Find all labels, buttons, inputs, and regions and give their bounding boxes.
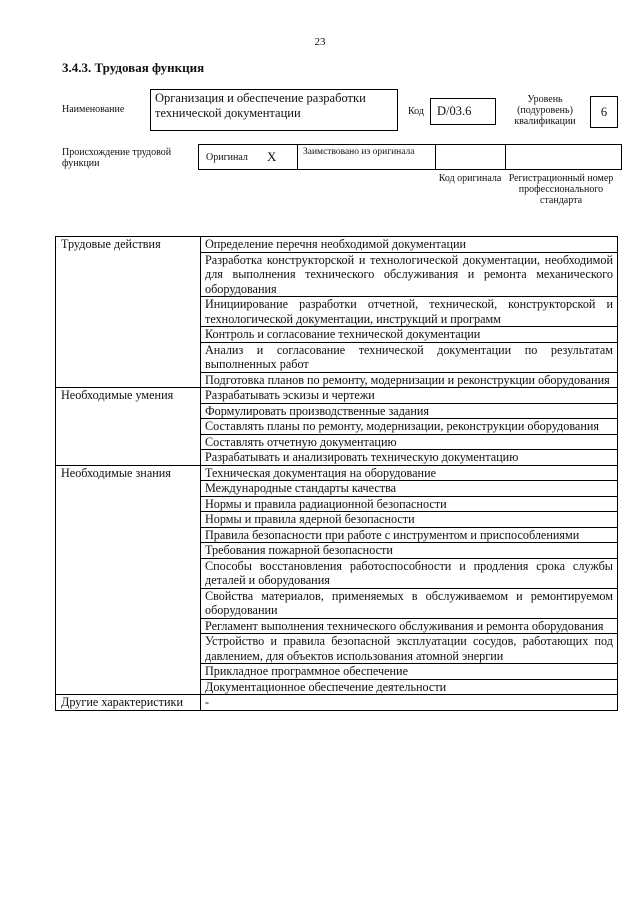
- function-name: Организация и обеспечение разработки технической документации: [155, 91, 366, 120]
- borrowed-label: Заимствовано из оригинала: [303, 147, 415, 157]
- divider: [297, 145, 298, 169]
- section-title: Другие характеристики: [56, 695, 201, 711]
- section-item: Техническая документация на оборудование: [201, 465, 618, 481]
- section-item: Разрабатывать эскизы и чертежи: [201, 388, 618, 404]
- section-item: Правила безопасности при работе с инструментом и приспособлениями: [201, 527, 618, 543]
- section-item: Свойства материалов, применяемых в обслуживаемом и ремонтируемом оборудовании: [201, 588, 618, 618]
- section-item: Документационное обеспечение деятельности: [201, 679, 618, 695]
- section-item: Разработка конструкторской и технологической документации, необходимой для выполнения технического обслуживания и ремонта механического оборудования: [201, 252, 618, 297]
- section-item: Нормы и правила радиационной безопасности: [201, 496, 618, 512]
- code-original-label: Код оригинала: [438, 173, 502, 184]
- section-item: Подготовка планов по ремонту, модернизации и реконструкции оборудования: [201, 372, 618, 388]
- origin-label: Происхождение трудовой функции: [62, 147, 172, 169]
- level-label: Уровень (подуровень) квалификации: [514, 94, 576, 127]
- section-item: -: [201, 695, 618, 711]
- section-item: Инициирование разработки отчетной, технической, конструкторской и технологической документации, инструкций и программ: [201, 297, 618, 327]
- origin-box: [198, 144, 622, 170]
- section-item: Контроль и согласование технической документации: [201, 327, 618, 343]
- section-heading: 3.4.3. Трудовая функция: [62, 60, 205, 75]
- level-box: [590, 96, 618, 128]
- section-title: Необходимые знания: [56, 465, 201, 695]
- code-box: [430, 98, 496, 125]
- section-item: Определение перечня необходимой документации: [201, 237, 618, 253]
- section-item: Составлять отчетную документацию: [201, 434, 618, 450]
- function-table: [55, 236, 618, 711]
- page-number: 23: [314, 36, 326, 48]
- function-name-box: [150, 89, 398, 131]
- section-item: Прикладное программное обеспечение: [201, 664, 618, 680]
- name-label: Наименование: [62, 104, 125, 115]
- table-row: [56, 465, 618, 481]
- section-item: Разрабатывать и анализировать техническую документацию: [201, 450, 618, 466]
- divider: [435, 145, 436, 169]
- section-item: Составлять планы по ремонту, модернизации, реконструкции оборудования: [201, 419, 618, 435]
- table-row: [56, 388, 618, 404]
- section-title: Необходимые умения: [56, 388, 201, 466]
- table-row: [56, 695, 618, 711]
- code-value: D/03.6: [437, 104, 472, 118]
- section-item: Требования пожарной безопасности: [201, 543, 618, 559]
- level-value: 6: [600, 105, 608, 119]
- section-title: Трудовые действия: [56, 237, 201, 388]
- section-item: Регламент выполнения технического обслуживания и ремонта оборудования: [201, 618, 618, 634]
- reg-number-label: Регистрационный номер профессионального стандарта: [508, 173, 614, 206]
- original-mark: X: [267, 149, 277, 164]
- code-label: Код: [408, 106, 424, 117]
- section-item: Анализ и согласование технической документации по результатам выполненных работ: [201, 342, 618, 372]
- section-item: Формулировать производственные задания: [201, 403, 618, 419]
- section-item: Нормы и правила ядерной безопасности: [201, 512, 618, 528]
- section-item: Устройство и правила безопасной эксплуатации сосудов, работающих под давлением, для объектов использования атомной энергии: [201, 634, 618, 664]
- section-item: Международные стандарты качества: [201, 481, 618, 497]
- divider: [505, 145, 506, 169]
- table-row: [56, 237, 618, 253]
- section-item: Способы восстановления работоспособности и продления срока службы деталей и оборудования: [201, 558, 618, 588]
- original-label: Оригинал: [206, 152, 248, 163]
